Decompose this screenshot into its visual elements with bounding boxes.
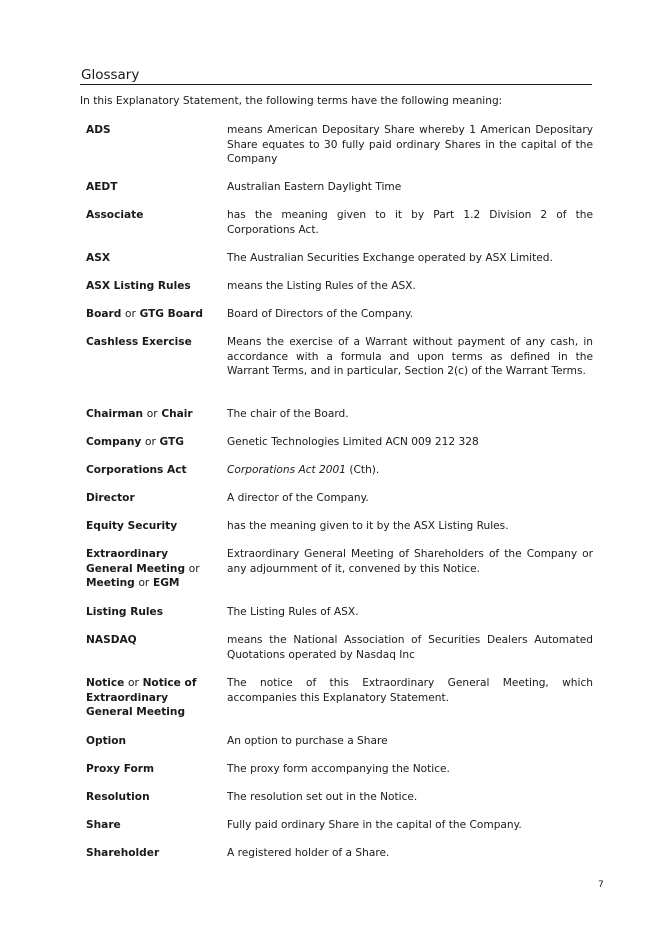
term: Associate	[86, 209, 144, 221]
term: ADS	[86, 124, 111, 136]
page-number: 7	[598, 880, 604, 890]
term: Corporations Act	[86, 464, 187, 476]
glossary-heading-rule	[80, 67, 592, 85]
term-connector: or	[125, 308, 136, 320]
glossary-heading: Glossary	[81, 67, 140, 83]
term: NASDAQ	[86, 634, 137, 646]
definition: The Australian Securities Exchange operated by ASX Limited.	[227, 252, 553, 264]
term-part: Chair	[161, 408, 193, 420]
definition: Fully paid ordinary Share in the capital of the Company.	[227, 819, 522, 831]
term: Shareholder	[86, 847, 160, 859]
term: Director	[86, 492, 135, 504]
term-part: Extraordinary General Meeting	[86, 548, 186, 575]
term-part: Board	[86, 308, 122, 320]
term: Listing Rules	[86, 606, 164, 618]
definition-italic: Corporations Act 2001	[227, 464, 347, 476]
definition: The notice of this Extraordinary General Meeting, which accompanies this Explanatory Statement.	[227, 677, 593, 704]
definition: means the National Association of Securities Dealers Automated Quotations operated by Nasdaq Inc	[227, 634, 593, 661]
definition: means American Depositary Share whereby 1 American Depositary Share equates to 30 fully paid ordinary Shares in the capital of the Company	[227, 124, 593, 166]
definition: has the meaning given to it by the ASX Listing Rules.	[227, 520, 509, 532]
term	[86, 435, 216, 450]
term	[86, 407, 216, 422]
term-part: Notice of Extraordinary General Meeting	[86, 677, 197, 719]
term: ASX Listing Rules	[86, 280, 191, 292]
definition: A registered holder of a Share.	[227, 847, 390, 859]
term-part: EGM	[152, 577, 180, 590]
definition: A director of the Company.	[227, 492, 369, 504]
definition: Means the exercise of a Warrant without payment of any cash, in accordance with a formula and upon terms as defined in the Warrant Terms, and in particular, Section 2(c) of the Warrant Terms.	[227, 336, 593, 378]
term: Share	[86, 819, 121, 831]
definition	[227, 463, 593, 478]
term: ASX	[86, 252, 110, 264]
term-connector: or	[138, 577, 150, 590]
term-part: Chairman	[86, 408, 144, 420]
term: Equity Security	[86, 520, 178, 532]
definition: The Listing Rules of ASX.	[227, 606, 359, 618]
term: Resolution	[86, 791, 150, 803]
definition: The resolution set out in the Notice.	[227, 791, 418, 803]
definition: The proxy form accompanying the Notice.	[227, 763, 450, 775]
term-part: GTG Board	[139, 308, 203, 320]
term-part: Meeting	[86, 577, 135, 590]
definition: An option to purchase a Share	[227, 735, 388, 747]
term	[86, 547, 216, 591]
definition: Extraordinary General Meeting of Shareholders of the Company or any adjournment of it, convened by this Notice.	[227, 548, 593, 575]
term-part: Notice	[86, 677, 125, 689]
term-connector: or	[128, 677, 139, 689]
term-part: Company	[86, 436, 142, 448]
term	[86, 307, 216, 322]
term	[86, 676, 216, 720]
definition-rest: (Cth).	[346, 464, 380, 476]
term-connector: or	[144, 436, 156, 448]
term-connector: or	[188, 562, 200, 575]
definition: The chair of the Board.	[227, 408, 349, 420]
definition: Board of Directors of the Company.	[227, 308, 414, 320]
definition: has the meaning given to it by Part 1.2 Division 2 of the Corporations Act.	[227, 209, 593, 236]
term: Option	[86, 735, 127, 747]
term-connector: or	[146, 408, 158, 420]
term: Proxy Form	[86, 763, 155, 775]
definition: Australian Eastern Daylight Time	[227, 181, 402, 193]
term: Cashless Exercise	[86, 336, 192, 348]
definition: Genetic Technologies Limited ACN 009 212 328	[227, 436, 479, 448]
definition: means the Listing Rules of the ASX.	[227, 280, 416, 292]
glossary-intro: In this Explanatory Statement, the following terms have the following meaning:	[80, 95, 503, 107]
term-part: GTG	[159, 436, 184, 448]
term: AEDT	[86, 181, 118, 193]
